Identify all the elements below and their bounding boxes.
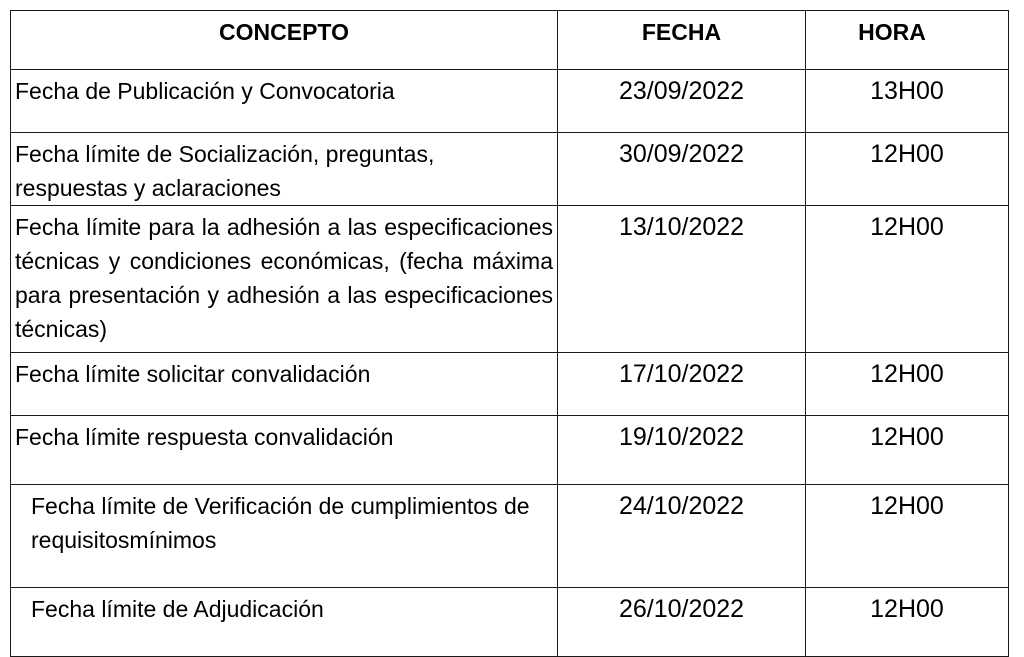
concepto-cell: Fecha de Publicación y Convocatoria bbox=[11, 70, 558, 133]
concepto-cell: Fecha límite de Verificación de cumplimientos de requisitosmínimos bbox=[11, 485, 558, 588]
concepto-cell: Fecha límite para la adhesión a las especificaciones técnicas y condiciones económicas, (fecha máxima para presentación y adhesión a las especificaciones técnicas) bbox=[11, 206, 558, 353]
schedule-table bbox=[10, 10, 1009, 657]
fecha-cell: 17/10/2022 bbox=[558, 353, 806, 416]
hora-cell: 12H00 bbox=[806, 353, 1009, 416]
fecha-cell: 19/10/2022 bbox=[558, 416, 806, 485]
table-row bbox=[11, 206, 1009, 353]
header-row bbox=[11, 11, 1009, 70]
header-fecha: FECHA bbox=[558, 11, 806, 70]
header-concepto: CONCEPTO bbox=[11, 11, 558, 70]
table-row bbox=[11, 485, 1009, 588]
table-row bbox=[11, 588, 1009, 657]
hora-cell: 13H00 bbox=[806, 70, 1009, 133]
hora-cell: 12H00 bbox=[806, 206, 1009, 353]
fecha-cell: 23/09/2022 bbox=[558, 70, 806, 133]
hora-cell: 12H00 bbox=[806, 485, 1009, 588]
concepto-cell: Fecha límite respuesta convalidación bbox=[11, 416, 558, 485]
table-row bbox=[11, 133, 1009, 206]
table-row bbox=[11, 70, 1009, 133]
fecha-cell: 26/10/2022 bbox=[558, 588, 806, 657]
hora-cell: 12H00 bbox=[806, 133, 1009, 206]
concepto-cell: Fecha límite solicitar convalidación bbox=[11, 353, 558, 416]
header-hora: HORA bbox=[806, 11, 1009, 70]
fecha-cell: 24/10/2022 bbox=[558, 485, 806, 588]
fecha-cell: 13/10/2022 bbox=[558, 206, 806, 353]
fecha-cell: 30/09/2022 bbox=[558, 133, 806, 206]
concepto-cell: Fecha límite de Socialización, preguntas, respuestas y aclaraciones bbox=[11, 133, 558, 206]
concepto-cell: Fecha límite de Adjudicación bbox=[11, 588, 558, 657]
table-row bbox=[11, 353, 1009, 416]
hora-cell: 12H00 bbox=[806, 416, 1009, 485]
table-row bbox=[11, 416, 1009, 485]
hora-cell: 12H00 bbox=[806, 588, 1009, 657]
